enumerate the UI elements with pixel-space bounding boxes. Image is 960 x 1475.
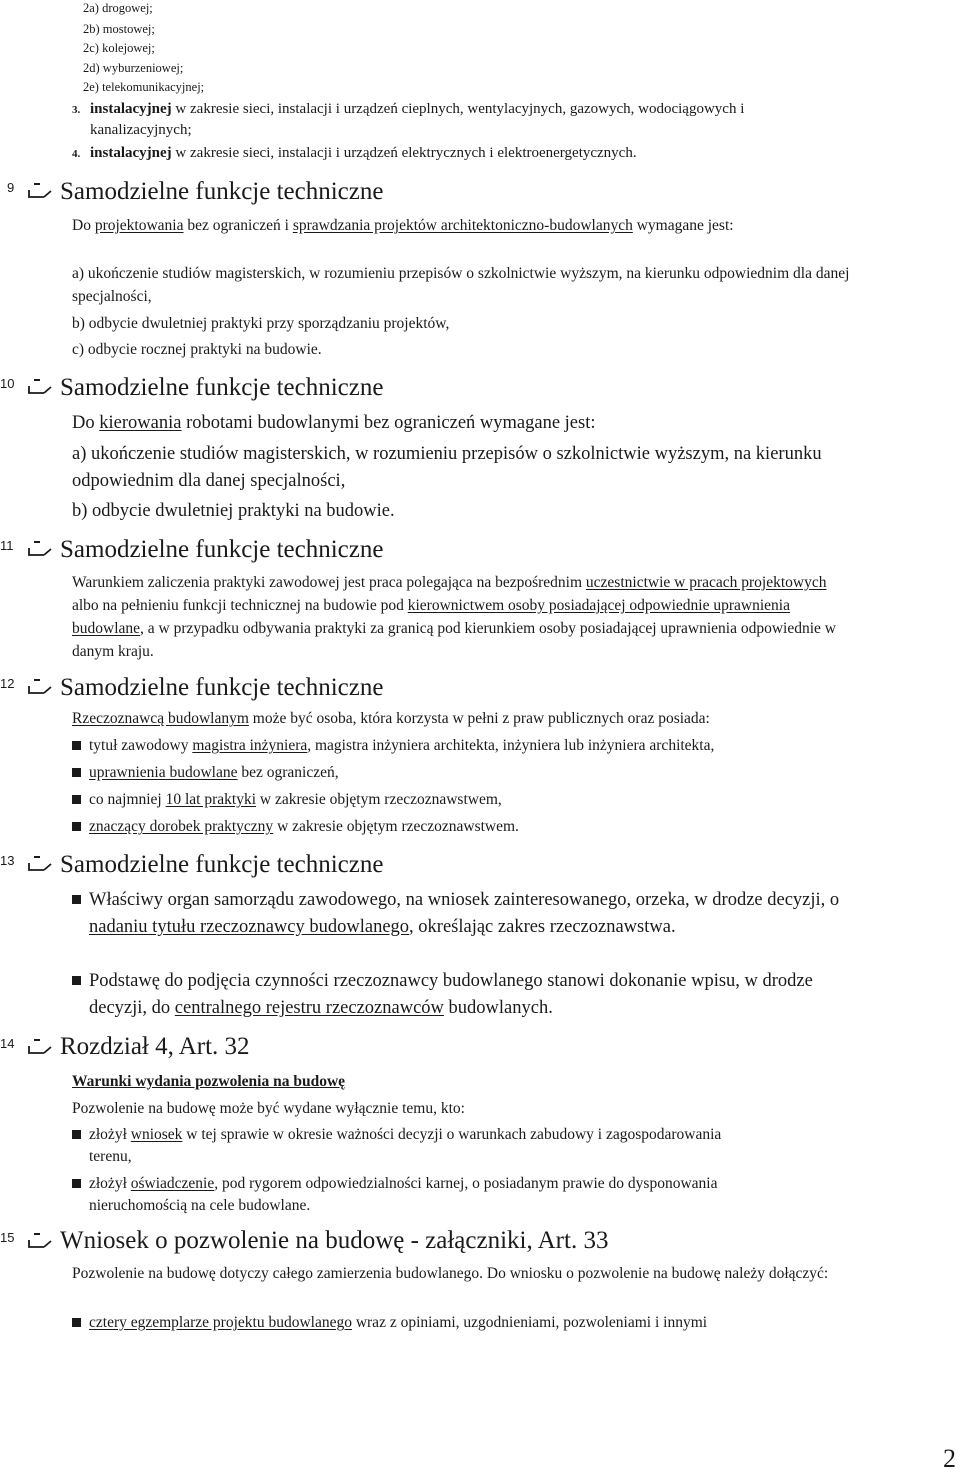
note-icon bbox=[26, 377, 54, 395]
slide-number: 15 bbox=[0, 1230, 15, 1245]
square-bullet bbox=[72, 1130, 81, 1139]
slide-heading: Samodzielne funkcje techniczne bbox=[60, 178, 384, 205]
text: złożył bbox=[89, 1175, 131, 1192]
underlined-term: 10 lat praktyki bbox=[165, 791, 257, 808]
slide-number: 9 bbox=[7, 180, 15, 195]
note-icon bbox=[26, 677, 54, 695]
text: bez ograniczeń, bbox=[237, 764, 339, 781]
bullet-item bbox=[72, 816, 852, 838]
slide-number: 13 bbox=[0, 853, 15, 868]
underlined-term: projektowania bbox=[94, 217, 184, 234]
text: może być osoba, która korzysta w pełni z praw publicznych oraz posiada: bbox=[248, 710, 710, 727]
bold-term: instalacyjnej bbox=[90, 101, 172, 117]
square-bullet bbox=[72, 895, 81, 904]
list-item: c) odbycie rocznej praktyki na budowie. bbox=[72, 341, 322, 358]
underlined-term: Rzeczoznawcą budowlanym bbox=[72, 710, 249, 727]
list-number: 3. bbox=[72, 104, 81, 116]
text: wraz z opiniami, uzgodnieniami, pozwoleniami i innymi bbox=[351, 1314, 708, 1331]
text: tytuł zawodowy bbox=[89, 737, 193, 754]
text: budowlanych. bbox=[443, 998, 553, 1018]
underlined-term: nadaniu tytułu rzeczoznawcy budowlanego bbox=[89, 917, 410, 937]
underlined-term: sprawdzania projektów architektoniczno-budowlanych bbox=[292, 217, 633, 234]
bullet-item bbox=[72, 735, 852, 757]
underlined-term: centralnego rejestru rzeczoznawców bbox=[174, 998, 444, 1018]
bullet-item bbox=[72, 1312, 852, 1334]
list-item: 2c) kolejowej; bbox=[83, 41, 155, 55]
bullet-item bbox=[72, 762, 852, 784]
text: , pod rygorem odpowiedzialności karnej, o posiadanym prawie do dysponowania nieruchomością na cele budowlane. bbox=[89, 1175, 718, 1214]
slide-number: 12 bbox=[0, 676, 15, 691]
page-number: 2 bbox=[943, 1444, 956, 1473]
paragraph: Pozwolenie na budowę może być wydane wyłącznie temu, kto: bbox=[72, 1100, 465, 1117]
text: bez ograniczeń i bbox=[183, 217, 293, 234]
underlined-term: magistra inżyniera bbox=[192, 737, 308, 754]
paragraph bbox=[72, 707, 852, 730]
text: złożył bbox=[89, 1126, 131, 1143]
square-bullet bbox=[72, 822, 81, 831]
underlined-term: wniosek bbox=[130, 1126, 183, 1143]
slide-heading: Samodzielne funkcje techniczne bbox=[60, 851, 384, 878]
text: , a w przypadku odbywania praktyki za granicą pod kierunkiem osoby posiadającej uprawnienia odpowiednie w danym kraju. bbox=[72, 620, 837, 660]
list-item bbox=[90, 143, 825, 164]
bold-term: instalacyjnej bbox=[90, 145, 172, 161]
list-item: a) ukończenie studiów magisterskich, w rozumieniu przepisów o szkolnictwie wyższym, na kierunku odpowiednim dla danej specjalności, bbox=[72, 265, 850, 305]
text: Do bbox=[72, 217, 95, 234]
underlined-term: znaczący dorobek praktyczny bbox=[89, 818, 274, 835]
bullet-item bbox=[72, 887, 852, 968]
list-number: 4. bbox=[72, 148, 81, 160]
slide-heading: Wniosek o pozwolenie na budowę - załączniki, Art. 33 bbox=[60, 1227, 609, 1254]
text: w zakresie objętym rzeczoznawstwem, bbox=[256, 791, 502, 808]
underlined-term: kierownictwem osoby posiadającej odpowiednie uprawnienia budowlane bbox=[72, 597, 790, 637]
text: , określając zakres rzeczoznawstwa. bbox=[409, 917, 676, 937]
text: Do bbox=[72, 413, 100, 433]
bullet-item bbox=[72, 1124, 852, 1170]
underlined-term: uczestnictwie w pracach projektowych bbox=[585, 574, 827, 591]
slide-number: 10 bbox=[0, 376, 15, 391]
text: Podstawę do podjęcia czynności rzeczoznawcy budowlanego stanowi dokonanie wpisu, w drodze decyzji, do bbox=[89, 971, 813, 1018]
list-item: b) odbycie dwuletniej praktyki przy sporządzaniu projektów, bbox=[72, 315, 450, 332]
bullet-item bbox=[72, 1173, 852, 1219]
square-bullet bbox=[72, 795, 81, 804]
slide-heading: Samodzielne funkcje techniczne bbox=[60, 536, 384, 563]
square-bullet bbox=[72, 1318, 81, 1327]
text: , magistra inżyniera architekta, inżyniera lub inżyniera architekta, bbox=[307, 737, 715, 754]
text: Właściwy organ samorządu zawodowego, na wniosek zainteresowanego, orzeka, w drodze decyzji, o bbox=[89, 890, 840, 910]
slide-heading: Samodzielne funkcje techniczne bbox=[60, 374, 384, 401]
underlined-term: oświadczenie bbox=[130, 1175, 215, 1192]
square-bullet bbox=[72, 741, 81, 750]
paragraph: Pozwolenie na budowę dotyczy całego zamierzenia budowlanego. Do wniosku o pozwolenie na budowę należy dołączyć: bbox=[72, 1265, 829, 1282]
list-item: b) odbycie dwuletniej praktyki na budowie. bbox=[72, 501, 395, 521]
paragraph bbox=[72, 214, 852, 237]
underlined-term: cztery egzemplarze projektu budowlanego bbox=[89, 1314, 352, 1331]
text: robotami budowlanymi bez ograniczeń wymagane jest: bbox=[181, 413, 596, 433]
paragraph bbox=[72, 571, 852, 663]
text: w zakresie objętym rzeczoznawstwem. bbox=[273, 818, 519, 835]
slide-heading: Samodzielne funkcje techniczne bbox=[60, 674, 384, 701]
note-icon bbox=[26, 1231, 54, 1249]
text: wymagane jest: bbox=[632, 217, 734, 234]
list-item: a) ukończenie studiów magisterskich, w rozumieniu przepisów o szkolnictwie wyższym, na kierunku odpowiednim dla danej specjalności, bbox=[72, 444, 822, 491]
list-item: 2e) telekomunikacyjnej; bbox=[83, 80, 205, 94]
bullet-item bbox=[72, 789, 852, 811]
square-bullet bbox=[72, 976, 81, 985]
note-icon bbox=[26, 181, 54, 199]
list-item: 2b) mostowej; bbox=[83, 22, 155, 36]
text: co najmniej bbox=[89, 791, 166, 808]
paragraph bbox=[72, 410, 852, 437]
underlined-term: kierowania bbox=[99, 413, 182, 433]
subheading: Warunki wydania pozwolenia na budowę bbox=[72, 1073, 346, 1090]
note-icon bbox=[26, 854, 54, 872]
text: albo na pełnieniu funkcji technicznej na budowie pod bbox=[72, 597, 408, 614]
slide-heading: Rozdział 4, Art. 32 bbox=[60, 1033, 250, 1060]
list-item: 2d) wyburzeniowej; bbox=[83, 61, 184, 75]
note-icon bbox=[26, 1037, 54, 1055]
underlined-term: uprawnienia budowlane bbox=[89, 764, 238, 781]
bullet-item bbox=[72, 968, 852, 1022]
note-icon bbox=[26, 539, 54, 557]
item-text: w zakresie sieci, instalacji i urządzeń cieplnych, wentylacyjnych, gazowych, wodociągowych i kanalizacyjnych; bbox=[90, 101, 745, 138]
text: w tej sprawie w okresie ważności decyzji o warunkach zabudowy i zagospodarowania terenu, bbox=[89, 1126, 722, 1165]
square-bullet bbox=[72, 768, 81, 777]
list-item: 2a) drogowej; bbox=[83, 1, 153, 15]
list-item bbox=[90, 99, 825, 141]
slide-number: 11 bbox=[0, 538, 14, 553]
square-bullet bbox=[72, 1179, 81, 1188]
text: Warunkiem zaliczenia praktyki zawodowej jest praca polegająca na bezpośrednim bbox=[72, 574, 586, 591]
slide-number: 14 bbox=[0, 1036, 15, 1051]
item-text: w zakresie sieci, instalacji i urządzeń elektrycznych i elektroenergetycznych. bbox=[171, 145, 637, 161]
